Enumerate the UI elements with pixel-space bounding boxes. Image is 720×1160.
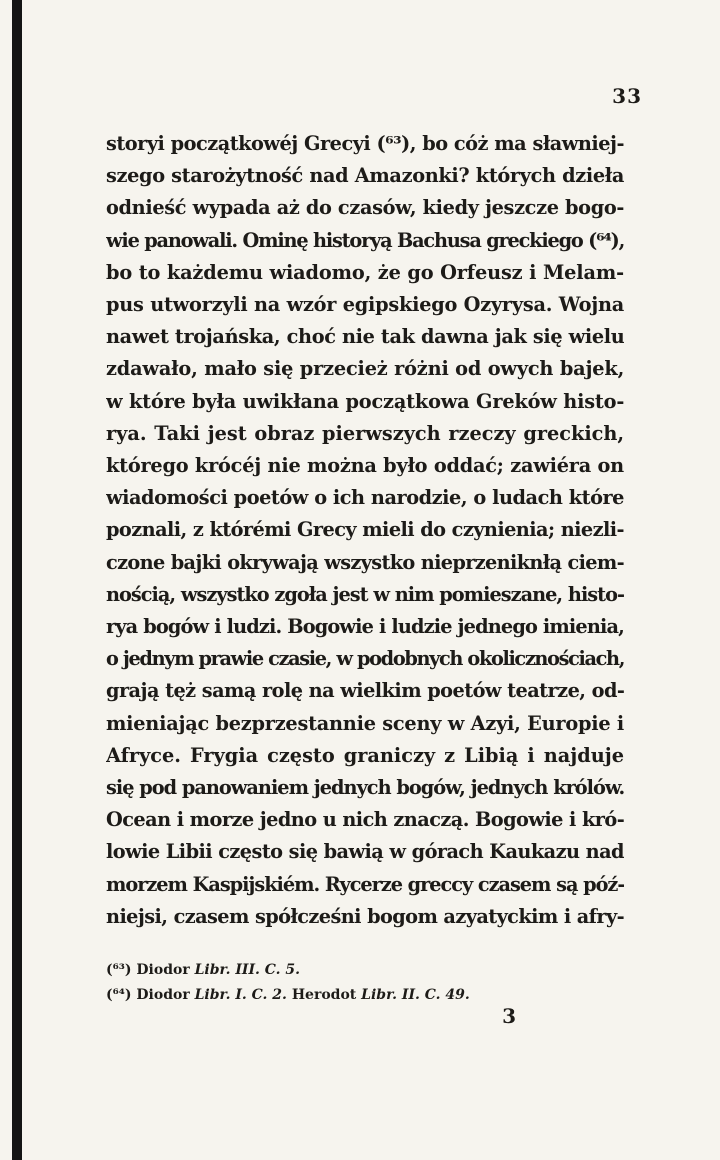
text-line: wiadomości poetów o ich narodzie, o ludach które: [106, 486, 624, 510]
text-line: którego krócéj nie można było oddać; zawiéra on: [106, 454, 624, 478]
page-number: 33: [612, 84, 642, 108]
text-line: rya. Taki jest obraz pierwszych rzeczy greckich,: [106, 421, 624, 445]
footnote-author: Diodor: [136, 987, 190, 1003]
footnote-64: [106, 983, 626, 1008]
text-line: lowie Libii często się bawią w górach Kaukazu nad: [106, 840, 624, 864]
text-line: odnieść wypada aż do czasów, kiedy jeszcze bogo-: [106, 196, 624, 220]
footnote-reference: Libr. I. C. 2.: [194, 987, 287, 1003]
text-line: grają tęż samą rolę na wielkim poetów teatrze, od-: [106, 679, 624, 703]
text-line: niejsi, czasem spółcześni bogom azyatyckim i afry-: [106, 904, 624, 928]
printer-signature-mark: 3: [502, 1004, 516, 1028]
text-line: Ocean i morze jedno u nich znaczą. Bogowie i kró-: [106, 808, 624, 832]
text-line: o jednym prawie czasie, w podobnych okolicznościach,: [106, 647, 624, 671]
footnote-reference: Libr. II. C. 49.: [361, 987, 470, 1003]
text-line: storyi początkowéj Grecyi (⁶³), bo cóż ma sławniej-: [106, 132, 624, 155]
text-line: rya bogów i ludzi. Bogowie i ludzie jednego imienia,: [106, 615, 624, 639]
book-spine-edge: [12, 0, 22, 1160]
text-line: wie panowali. Ominę historyą Bachusa greckiego (⁶⁴),: [106, 228, 624, 252]
footnote-mark: (⁶³): [106, 962, 132, 978]
text-line: nością, wszystko zgoła jest w nim pomieszane, histo-: [106, 582, 624, 606]
text-line: morzem Kaspijskiém. Rycerze greccy czasem są póź-: [106, 872, 624, 896]
footnote-mark: (⁶⁴): [106, 987, 132, 1003]
footnote-author: Herodot: [291, 987, 357, 1003]
text-line: się pod panowaniem jednych bogów, jednych królów.: [106, 776, 624, 800]
text-line: Afryce. Frygia często graniczy z Libią i najduje: [106, 743, 624, 767]
footnote-reference: Libr. III. C. 5.: [194, 962, 301, 978]
text-line: pus utworzyli na wzór egipskiego Ozyrysa. Wojna: [106, 293, 624, 317]
text-line: szego starożytność nad Amazonki? których dzieła: [106, 164, 624, 188]
text-line: czone bajki okrywają wszystko nieprzeniknłą ciem-: [106, 550, 624, 574]
text-line: bo to każdemu wiadomo, że go Orfeusz i Melam-: [106, 260, 624, 284]
text-line: mieniając bezprzestannie sceny w Azyi, Europie i: [106, 711, 624, 735]
footnote-author: Diodor: [136, 962, 190, 978]
text-line: nawet trojańska, choć nie tak dawna jak się wielu: [106, 325, 624, 349]
footnotes: [106, 958, 626, 1008]
body-text: [106, 128, 624, 933]
footnote-63: [106, 958, 626, 983]
text-line: w które była uwikłana początkowa Greków histo-: [106, 389, 624, 413]
text-line: zdawało, mało się przecież różni od owych bajek,: [106, 357, 624, 381]
text-line: poznali, z którémi Grecy mieli do czynienia; niezli-: [106, 518, 624, 542]
